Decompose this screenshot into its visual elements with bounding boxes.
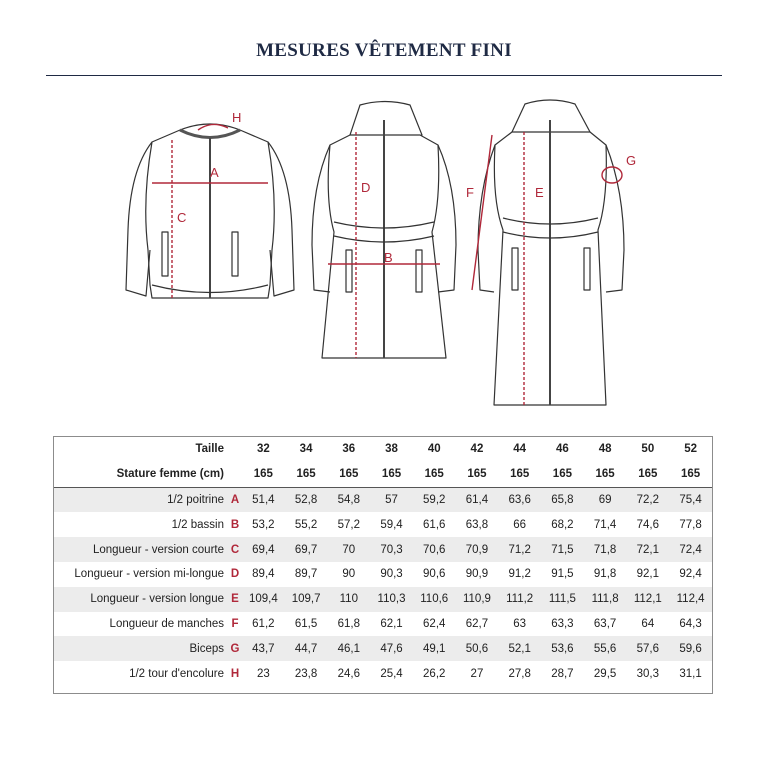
value-cell: 110,3 [370, 587, 413, 612]
stature-cell: 165 [456, 462, 499, 487]
label-e: E [535, 185, 544, 200]
measure-label: Longueur - version courte [54, 537, 228, 562]
value-cell: 53,2 [252, 518, 275, 531]
value-cell: 63,6 [498, 487, 541, 512]
value-cell: 59,4 [380, 518, 403, 531]
value-cell: 69,4 [242, 537, 285, 562]
value-cell: 57,6 [626, 636, 669, 661]
value-cell: 24,6 [337, 667, 360, 680]
value-cell: 26,2 [423, 667, 446, 680]
value-cell: 92,4 [679, 568, 702, 581]
stature-cell: 165 [498, 462, 541, 487]
value-cell: 27,8 [508, 667, 531, 680]
label-g: G [626, 153, 637, 168]
garment-illustrations [0, 90, 768, 420]
value-cell: 31,1 [679, 667, 702, 680]
value-cell: 111,2 [498, 587, 541, 612]
value-cell: 43,7 [242, 636, 285, 661]
value-cell: 63 [513, 617, 527, 630]
value-cell: 30,3 [636, 667, 660, 680]
value-cell: 111,8 [584, 587, 627, 612]
size-cell: 52 [684, 443, 697, 456]
size-cell: 40 [427, 443, 441, 456]
value-cell: 90,9 [465, 568, 489, 581]
label-b: B [384, 250, 393, 265]
value-cell: 61,2 [252, 617, 275, 630]
value-cell: 53,6 [541, 636, 584, 661]
size-header-row [54, 437, 712, 462]
value-cell: 62,1 [380, 617, 403, 630]
value-cell: 62,7 [465, 617, 489, 630]
size-cell: 38 [385, 443, 398, 456]
table-row [54, 661, 712, 686]
value-cell: 27 [470, 667, 484, 680]
value-cell: 57 [370, 487, 413, 512]
value-cell: 72,2 [626, 487, 669, 512]
table-row [54, 636, 712, 661]
value-cell: 89,4 [252, 568, 275, 581]
stature-cell: 165 [584, 462, 627, 487]
measure-letter: E [228, 587, 242, 612]
table-row [54, 487, 712, 512]
stature-cell: 165 [541, 462, 584, 487]
measure-label: 1/2 poitrine [54, 487, 228, 512]
size-cell: 42 [470, 443, 484, 456]
value-cell: 111,5 [541, 587, 584, 612]
value-cell: 77,8 [679, 518, 702, 531]
table-row [54, 562, 712, 587]
value-cell: 92,1 [636, 568, 660, 581]
value-cell: 90 [342, 568, 356, 581]
value-cell: 28,7 [551, 667, 574, 680]
value-cell: 64,3 [679, 617, 702, 630]
measurements-table [53, 436, 713, 694]
size-cell: 36 [342, 443, 356, 456]
value-cell: 91,5 [551, 568, 574, 581]
label-d: D [361, 180, 371, 195]
value-cell: 69 [584, 487, 627, 512]
value-cell: 25,4 [380, 667, 403, 680]
value-cell: 46,1 [327, 636, 370, 661]
value-cell: 23 [256, 667, 270, 680]
value-cell: 68,2 [551, 518, 574, 531]
value-cell: 62,4 [423, 617, 446, 630]
measure-letter: D [230, 568, 240, 581]
value-cell: 70,9 [456, 537, 499, 562]
label-f: F [466, 185, 474, 200]
value-cell: 109,4 [242, 587, 285, 612]
size-cell: 32 [256, 443, 270, 456]
mid-parka-drawing [312, 102, 456, 359]
stature-cell: 165 [327, 462, 370, 487]
page-title: MESURES VÊTEMENT FINI [256, 40, 512, 61]
value-cell: 23,8 [294, 667, 318, 680]
measure-letter: A [228, 487, 242, 512]
stature-row [54, 462, 712, 487]
stature-cell: 165 [669, 462, 712, 487]
value-cell: 44,7 [285, 636, 328, 661]
measure-letter: F [231, 617, 239, 630]
size-cell: 50 [641, 443, 655, 456]
value-cell: 64 [641, 617, 655, 630]
value-cell: 61,6 [423, 518, 446, 531]
value-cell: 69,7 [285, 537, 328, 562]
value-cell: 110 [327, 587, 370, 612]
size-cell: 34 [299, 443, 313, 456]
value-cell: 91,2 [508, 568, 531, 581]
table-row [54, 612, 712, 637]
label-a: A [210, 165, 219, 180]
size-label: Taille [195, 443, 224, 456]
value-cell: 55,2 [294, 518, 318, 531]
value-cell: 52,1 [498, 636, 541, 661]
value-cell: 63,8 [465, 518, 489, 531]
value-cell: 71,2 [498, 537, 541, 562]
stature-cell: 165 [413, 462, 456, 487]
value-cell: 49,1 [413, 636, 456, 661]
value-cell: 70,3 [370, 537, 413, 562]
value-cell: 29,5 [593, 667, 617, 680]
value-cell: 57,2 [337, 518, 360, 531]
value-cell: 112,1 [626, 587, 669, 612]
value-cell: 63,3 [551, 617, 574, 630]
value-cell: 70,6 [413, 537, 456, 562]
title-divider [46, 75, 722, 76]
value-cell: 110,6 [413, 587, 456, 612]
value-cell: 90,3 [380, 568, 403, 581]
value-cell: 70 [327, 537, 370, 562]
value-cell: 90,6 [423, 568, 446, 581]
table-row [54, 537, 712, 562]
measure-letter: G [228, 636, 242, 661]
value-cell: 74,6 [636, 518, 660, 531]
value-cell: 61,4 [456, 487, 499, 512]
value-cell: 112,4 [669, 587, 712, 612]
value-cell: 55,6 [584, 636, 627, 661]
measure-label: Longueur - version longue [54, 587, 228, 612]
stature-cell: 165 [285, 462, 328, 487]
value-cell: 59,6 [669, 636, 712, 661]
stature-label: Stature femme (cm) [54, 462, 228, 487]
value-cell: 54,8 [327, 487, 370, 512]
measure-letter: B [230, 518, 240, 531]
value-cell: 61,8 [337, 617, 360, 630]
short-jacket-drawing [126, 124, 294, 298]
value-cell: 110,9 [456, 587, 499, 612]
size-cell: 46 [555, 443, 569, 456]
measure-letter: C [228, 537, 242, 562]
label-h: H [232, 110, 242, 125]
stature-cell: 165 [626, 462, 669, 487]
value-cell: 89,7 [294, 568, 318, 581]
value-cell: 61,5 [294, 617, 318, 630]
value-cell: 72,1 [626, 537, 669, 562]
value-cell: 52,8 [285, 487, 328, 512]
value-cell: 59,2 [413, 487, 456, 512]
measure-label: 1/2 tour d'encolure [129, 667, 224, 680]
measure-label: Longueur de manches [109, 617, 224, 630]
measure-label: 1/2 bassin [171, 518, 224, 531]
value-cell: 71,5 [541, 537, 584, 562]
measure-letter: H [230, 667, 240, 680]
value-cell: 47,6 [370, 636, 413, 661]
size-cell: 44 [513, 443, 527, 456]
table-row [54, 587, 712, 612]
table-row [54, 512, 712, 537]
measure-label: Biceps [54, 636, 228, 661]
value-cell: 91,8 [593, 568, 617, 581]
value-cell: 109,7 [285, 587, 328, 612]
label-c: C [177, 210, 187, 225]
value-cell: 71,4 [593, 518, 617, 531]
value-cell: 66 [513, 518, 527, 531]
value-cell: 63,7 [593, 617, 617, 630]
value-cell: 72,4 [669, 537, 712, 562]
long-parka-drawing [478, 100, 624, 405]
value-cell: 50,6 [456, 636, 499, 661]
measure-label: Longueur - version mi-longue [74, 568, 224, 581]
value-cell: 71,8 [584, 537, 627, 562]
value-cell: 75,4 [669, 487, 712, 512]
size-cell: 48 [598, 443, 612, 456]
stature-cell: 165 [370, 462, 413, 487]
value-cell: 65,8 [541, 487, 584, 512]
stature-cell: 165 [242, 462, 285, 487]
value-cell: 51,4 [242, 487, 285, 512]
